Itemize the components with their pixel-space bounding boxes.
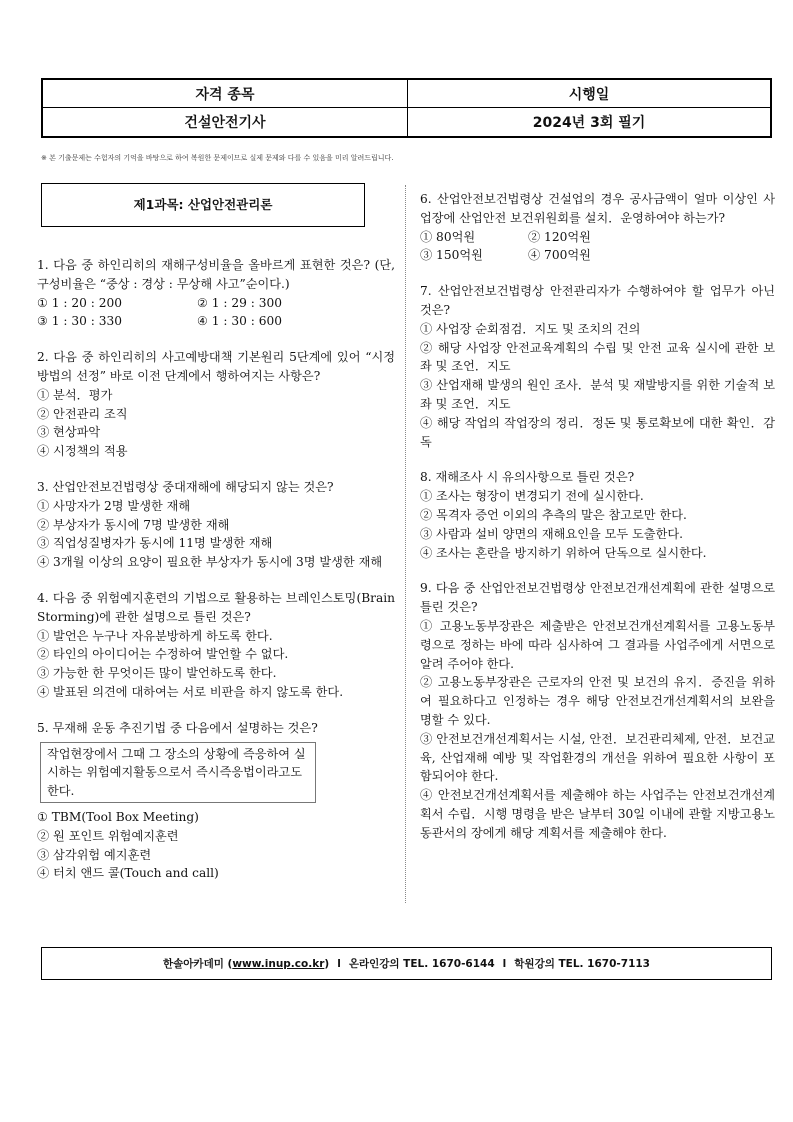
option-1[interactable]: ① 조사는 형장이 변경되기 전에 실시한다. <box>420 489 644 504</box>
header-label-left: 자격 종목 <box>43 80 408 108</box>
option-3[interactable]: ③ 직업성질병자가 동시에 11명 발생한 재해 <box>37 536 273 551</box>
option-2[interactable]: ② 해당 사업장 안전교육계획의 수립 및 안전 교육 실시에 관한 보좌 및 조언．지도 <box>420 340 775 374</box>
option-4[interactable]: ④ 1 : 30 : 600 <box>197 314 283 329</box>
subject-title: 제1과목: 산업안전관리론 <box>41 183 365 227</box>
option-1[interactable]: ① 사망자가 2명 발생한 재해 <box>37 498 191 513</box>
notice-text: ※ 본 기출문제는 수험자의 기억을 바탕으로 하여 복원한 문제이므로 실제 문제와 다를 수 있음을 미리 알려드립니다. <box>41 154 394 162</box>
option-row <box>37 294 395 313</box>
option-1[interactable]: ① 발언은 누구나 자유분방하게 하도록 한다. <box>37 628 273 643</box>
question-5 <box>37 719 395 883</box>
option-2[interactable]: ② 목격자 증언 이외의 추측의 말은 참고로만 한다. <box>420 507 687 522</box>
option-1[interactable]: ① 분석．평가 <box>37 387 113 402</box>
question-1 <box>37 256 395 331</box>
option-3[interactable]: ③ 안전보건개선계획서는 시설, 안전．보건관리체제, 안전．보건교육, 산업재해 예방 및 작업환경의 개선을 위하여 필요한 사항이 포함되어야 한다. <box>420 731 775 784</box>
footer: 한솔아카데미 ( www.inup.co.kr ) l 온라인강의 TEL. 1670-6144 l 학원강의 TEL. 1670-7113 <box>41 947 772 980</box>
option-1[interactable]: ① 80억원 <box>420 229 476 244</box>
footer-website-link[interactable]: www.inup.co.kr <box>232 957 325 970</box>
option-3[interactable]: ③ 가능한 한 무엇이든 많이 발언하도록 한다. <box>37 666 277 681</box>
footer-online-tel: 온라인강의 TEL. 1670-6144 <box>348 958 495 970</box>
header-label-right: 시행일 <box>408 80 770 108</box>
option-2[interactable]: ② 고용노동부장관은 근로자의 안전 및 보건의 유지．증진을 위하여 필요하다고 인정하는 경우 해당 안전보건개선계획서의 보완을 명할 수 있다. <box>420 675 775 727</box>
footer-academy: 한솔아카데미 <box>163 958 224 970</box>
question-6 <box>420 190 775 265</box>
question-stem: 5. 무재해 운동 추진기법 중 다음에서 설명하는 것은? <box>37 720 318 735</box>
question-stem: 4. 다음 중 위험예지훈련의 기법으로 활용하는 브레인스토밍(Brain Storming)에 관한 설명으로 틀린 것은? <box>37 590 395 624</box>
question-8 <box>420 468 775 562</box>
question-stem: 2. 다음 중 하인리히의 사고예방대책 기본원리 5단계에 있어 “시정방법의 선정” 바로 이전 단계에서 행하여지는 사항은? <box>37 350 395 383</box>
question-3 <box>37 478 395 572</box>
option-2[interactable]: ② 120억원 <box>528 229 591 244</box>
option-3[interactable]: ③ 150억원 <box>420 248 483 263</box>
right-column <box>420 190 775 860</box>
option-1[interactable]: ① TBM(Tool Box Meeting) <box>37 810 199 825</box>
option-4[interactable]: ④ 안전보건개선계획서를 제출해야 하는 사업주는 안전보건개선계획서 수립．시행 명령을 받은 날부터 30일 이내에 관할 지방고용노동관서의 장에게 해당 계획서를 제출해야 한다. <box>420 788 775 840</box>
option-3[interactable]: ③ 사람과 설비 양면의 재해요인을 모두 도출한다. <box>420 526 683 541</box>
option-3[interactable]: ③ 현상파악 <box>37 425 101 440</box>
option-4[interactable]: ④ 700억원 <box>528 248 591 263</box>
option-1[interactable]: ① 고용노동부장관은 제출받은 안전보건개선계획서를 고용노동부령으로 정하는 바에 따라 심사하여 그 결과를 사업주에게 서면으로 알려 주어야 한다. <box>420 618 775 671</box>
option-4[interactable]: ④ 조사는 혼란을 방지하기 위하여 단독으로 실시한다. <box>420 545 707 560</box>
question-stem: 9. 다음 중 산업안전보건법령상 안전보건개선계획에 관한 설명으로 틀린 것은? <box>420 581 775 615</box>
question-stem: 1. 다음 중 하인리히의 재해구성비율을 올바르게 표현한 것은? (단, 구성비율은 “중상 : 경상 : 무상해 사고”순이다.) <box>37 258 395 291</box>
option-4[interactable]: ④ 시정책의 적용 <box>37 444 128 459</box>
option-row <box>420 228 775 247</box>
option-2[interactable]: ② 원 포인트 위험예지훈련 <box>37 828 179 843</box>
header-value-left: 건설안전기사 <box>43 108 408 136</box>
option-3[interactable]: ③ 1 : 30 : 330 <box>37 314 123 329</box>
question-2 <box>37 348 395 461</box>
option-2[interactable]: ② 부상자가 동시에 7명 발생한 재해 <box>37 517 230 532</box>
question-7 <box>420 282 775 451</box>
option-2[interactable]: ② 1 : 29 : 300 <box>197 295 283 310</box>
header-value-right: 2024년 3회 필기 <box>532 115 646 131</box>
option-3[interactable]: ③ 삼각위험 예지훈련 <box>37 847 152 862</box>
question-9 <box>420 579 775 842</box>
footer-separator: l <box>337 957 341 970</box>
column-divider <box>405 185 406 903</box>
question-4 <box>37 589 395 702</box>
option-4[interactable]: ④ 터치 앤드 콜(Touch and call) <box>37 866 219 881</box>
option-1[interactable]: ① 사업장 순회점검．지도 및 조치의 건의 <box>420 321 641 336</box>
question-stem: 3. 산업안전보건법령상 중대재해에 해당되지 않는 것은? <box>37 479 334 494</box>
option-row <box>37 312 395 331</box>
question-stem: 7. 산업안전보건법령상 안전관리자가 수행하여야 할 업무가 아닌 것은? <box>420 284 775 317</box>
option-4[interactable]: ④ 해당 작업의 작업장의 정리．정돈 및 통로확보에 대한 확인．감독 <box>420 415 775 449</box>
option-3[interactable]: ③ 산업재해 발생의 원인 조사．분석 및 재발방지를 위한 기술적 보좌 및 조언．지도 <box>420 378 775 411</box>
header-table <box>41 78 772 138</box>
footer-separator: l <box>502 957 507 970</box>
option-1[interactable]: ① 1 : 20 : 200 <box>37 295 123 310</box>
option-4[interactable]: ④ 3개월 이상의 요양이 필요한 부상자가 동시에 3명 발생한 재해 <box>37 555 383 570</box>
option-2[interactable]: ② 안전관리 조직 <box>37 406 128 421</box>
question-stem: 8. 재해조사 시 유의사항으로 틀린 것은? <box>420 470 635 485</box>
option-4[interactable]: ④ 발표된 의견에 대하여는 서로 비판을 하지 않도록 한다. <box>37 684 344 699</box>
footer-offline-tel: 학원강의 TEL. 1670-7113 <box>514 958 650 970</box>
question-stem: 6. 산업안전보건법령상 건설업의 경우 공사금액이 얼마 이상인 사업장에 산업안전 보건위원회를 설치．운영하여야 하는가? <box>420 192 775 225</box>
option-row <box>420 246 775 265</box>
description-box: 작업현장에서 그때 그 장소의 상황에 즉응하여 실시하는 위험예지활동으로서 즉시즉응법이라고도 한다. <box>40 742 316 804</box>
left-column <box>37 183 395 900</box>
option-2[interactable]: ② 타인의 아이디어는 수정하여 발언할 수 없다. <box>37 647 289 662</box>
